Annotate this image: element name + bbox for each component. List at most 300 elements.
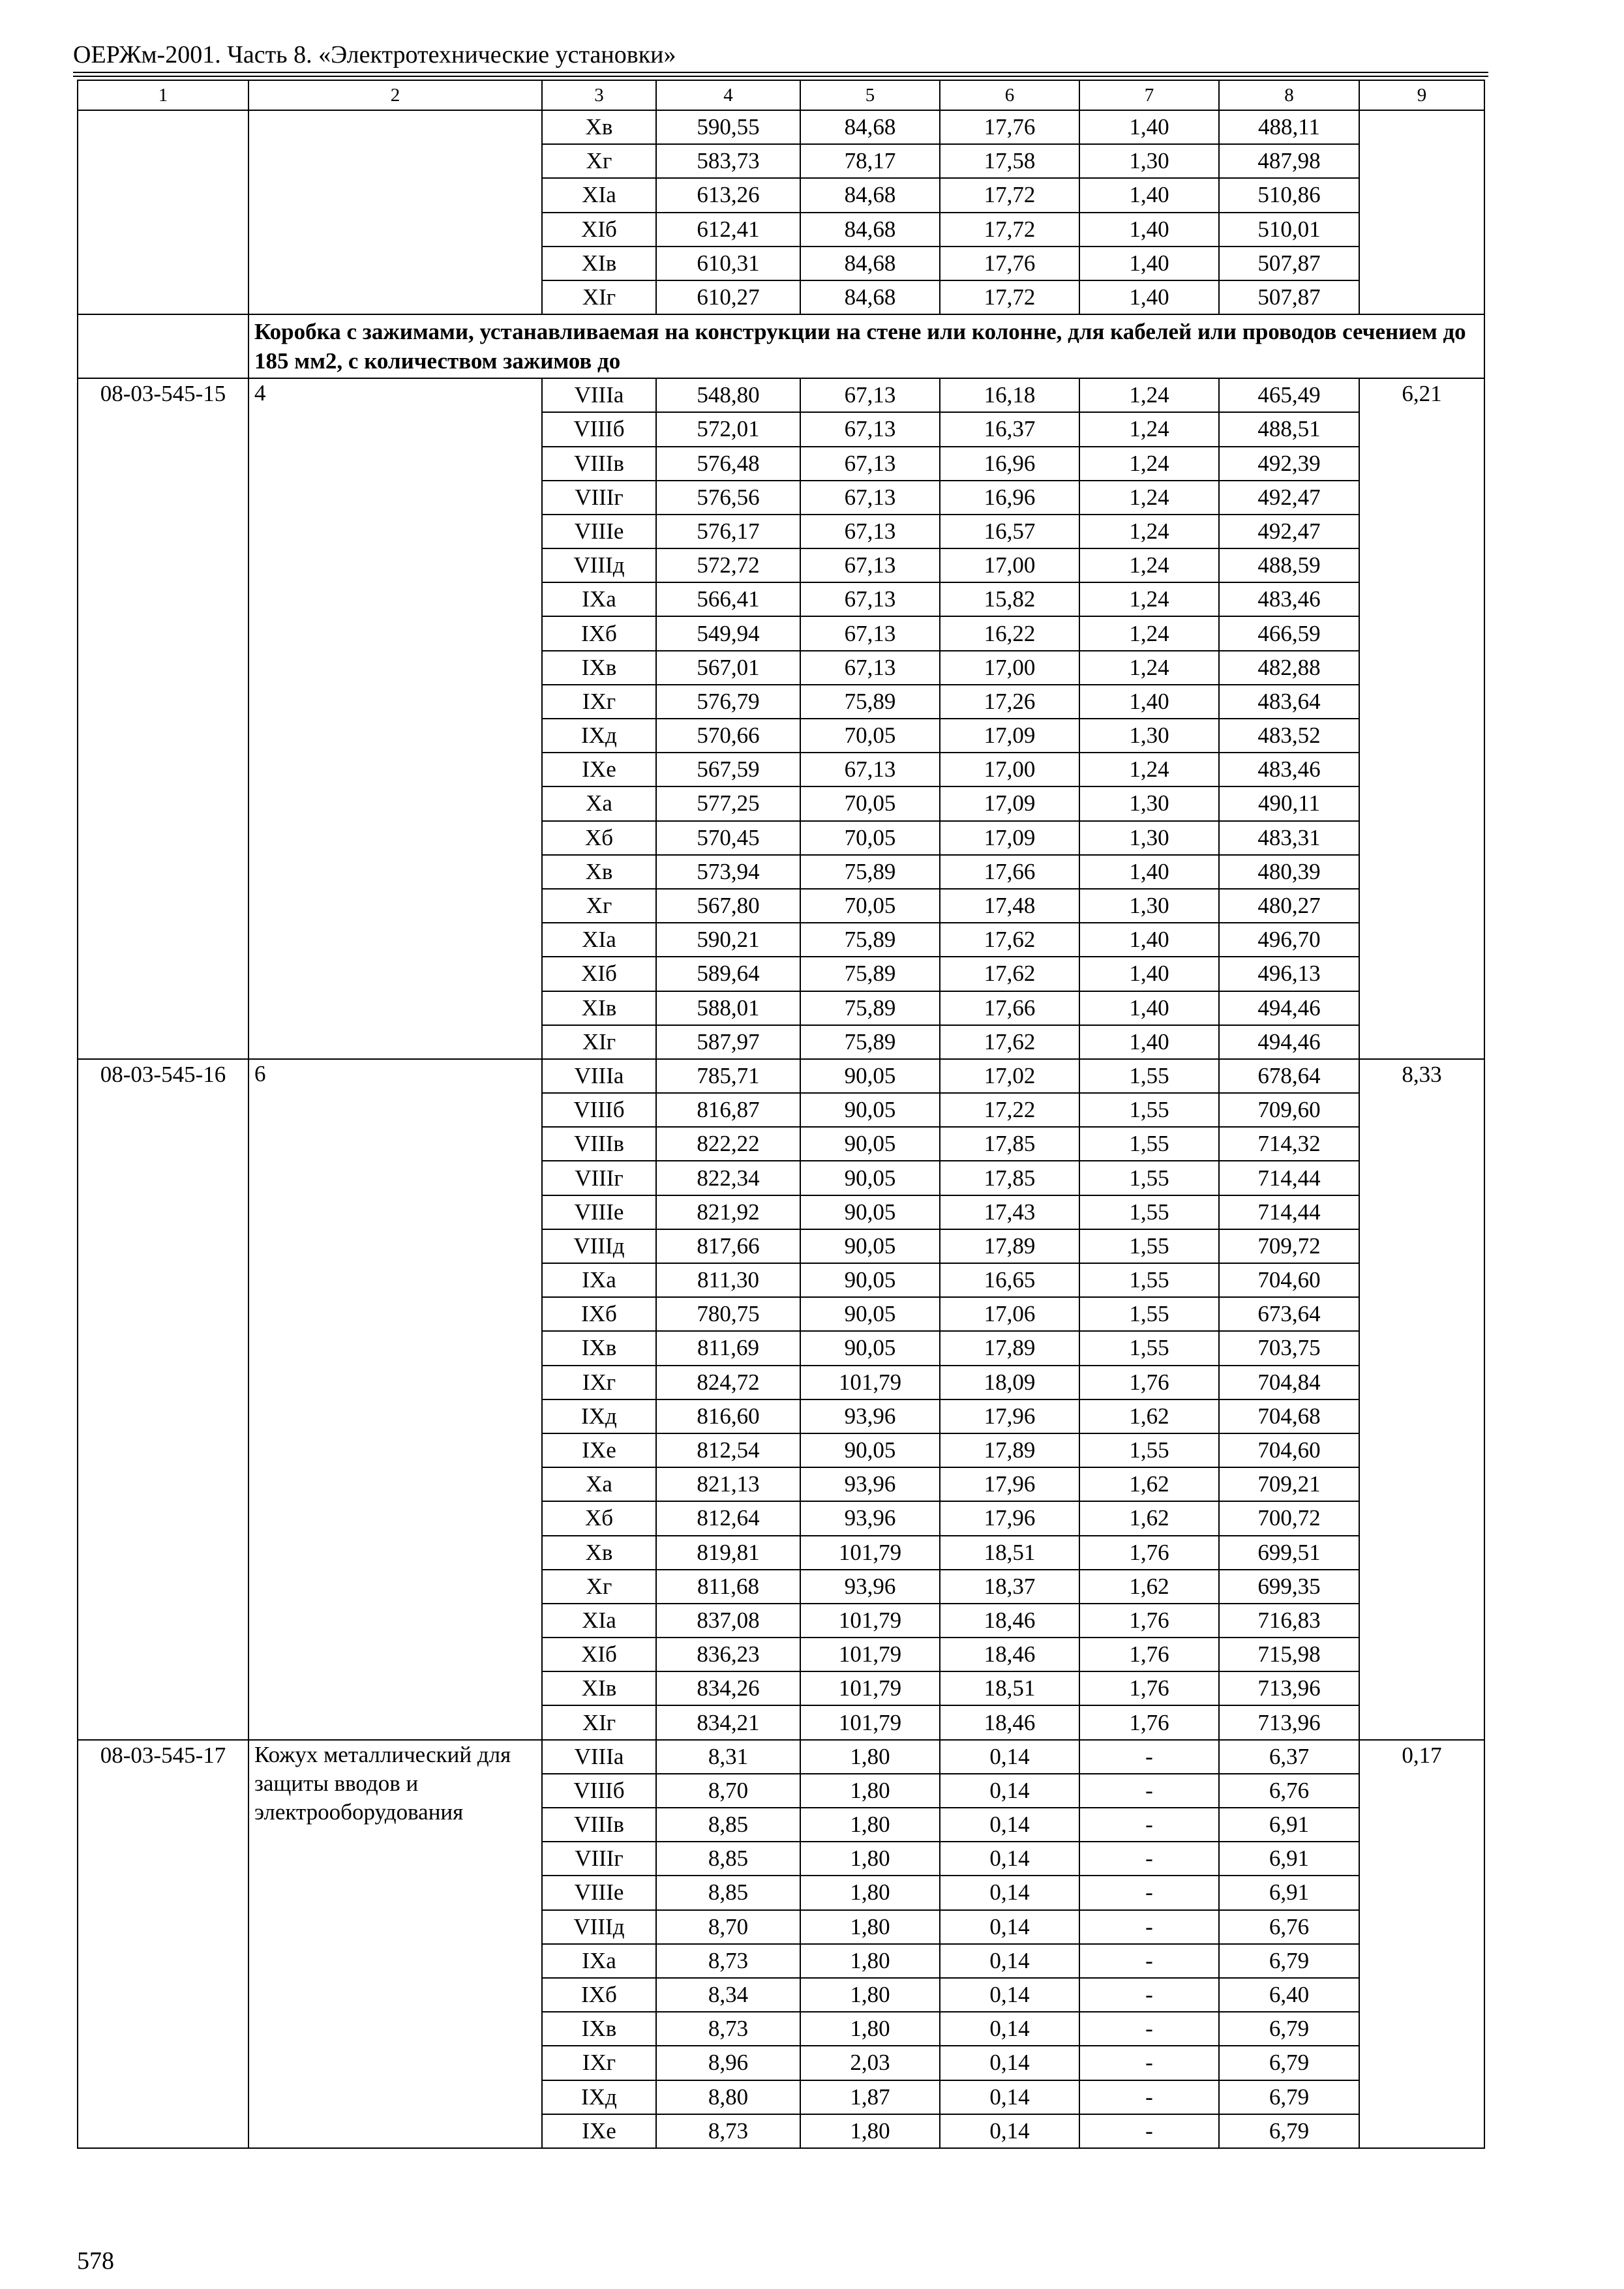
col5-cell: 1,80 <box>800 1740 940 1774</box>
col5-cell: 75,89 <box>800 991 940 1025</box>
col4-cell: 576,56 <box>656 481 800 515</box>
region-cell: XIв <box>542 991 656 1025</box>
col7-cell: 1,76 <box>1079 1366 1219 1399</box>
col7-cell: 1,76 <box>1079 1536 1219 1570</box>
col4-cell: 812,54 <box>656 1433 800 1467</box>
col4-cell: 549,94 <box>656 616 800 650</box>
col6-cell: 0,14 <box>940 2046 1079 2080</box>
col8-cell: 483,64 <box>1219 685 1359 719</box>
col6-cell: 17,66 <box>940 991 1079 1025</box>
col6-cell: 17,76 <box>940 110 1079 144</box>
col6-cell: 0,14 <box>940 1978 1079 2012</box>
col4-cell: 834,26 <box>656 1671 800 1705</box>
col5-cell: 1,80 <box>800 1774 940 1808</box>
col7-cell: 1,55 <box>1079 1263 1219 1297</box>
region-cell: Xа <box>542 786 656 820</box>
col4-cell: 816,60 <box>656 1399 800 1433</box>
col4-cell: 8,73 <box>656 1944 800 1978</box>
section-title: Коробка с зажимами, устанавливаемая на конструкции на стене или колонне, для кабелей или проводов сечением до 185 мм2, с количеством зажимов до <box>248 314 1484 378</box>
col5-cell: 90,05 <box>800 1195 940 1229</box>
section-empty-cell <box>78 314 248 378</box>
col5-cell: 1,80 <box>800 1910 940 1944</box>
col8-cell: 715,98 <box>1219 1638 1359 1671</box>
col5-cell: 84,68 <box>800 110 940 144</box>
col4-cell: 8,34 <box>656 1978 800 2012</box>
region-cell: IXг <box>542 1366 656 1399</box>
region-cell: IXе <box>542 1433 656 1467</box>
table-row <box>78 378 1484 412</box>
col7-cell: 1,24 <box>1079 447 1219 481</box>
column-number-cell: 1 <box>78 80 248 110</box>
region-cell: IXа <box>542 1944 656 1978</box>
col5-cell: 1,87 <box>800 2080 940 2114</box>
region-cell: VIIIе <box>542 515 656 548</box>
col4-cell: 567,59 <box>656 753 800 786</box>
col7-cell: 1,30 <box>1079 786 1219 820</box>
region-cell: Xв <box>542 1536 656 1570</box>
col4-cell: 824,72 <box>656 1366 800 1399</box>
col5-cell: 75,89 <box>800 855 940 889</box>
col8-cell: 482,88 <box>1219 651 1359 685</box>
empty-col9-cell <box>1359 110 1484 314</box>
col8-cell: 492,47 <box>1219 481 1359 515</box>
region-cell: IXг <box>542 685 656 719</box>
col4-cell: 785,71 <box>656 1059 800 1093</box>
region-cell: XIб <box>542 957 656 991</box>
col4-cell: 811,30 <box>656 1263 800 1297</box>
region-cell: IXе <box>542 753 656 786</box>
col8-cell: 6,79 <box>1219 1944 1359 1978</box>
region-cell: VIIIд <box>542 548 656 582</box>
item-col9: 0,17 <box>1359 1740 1484 2148</box>
empty-name-cell <box>248 110 542 314</box>
col5-cell: 93,96 <box>800 1467 940 1501</box>
table-row <box>78 110 1484 144</box>
col8-cell: 704,60 <box>1219 1433 1359 1467</box>
col4-cell: 811,69 <box>656 1331 800 1365</box>
region-cell: IXв <box>542 1331 656 1365</box>
table-row <box>78 1059 1484 1093</box>
col5-cell: 67,13 <box>800 481 940 515</box>
col5-cell: 101,79 <box>800 1705 940 1739</box>
col8-cell: 699,35 <box>1219 1570 1359 1604</box>
page-header-title: ОЕРЖм-2001. Часть 8. «Электротехнические установки» <box>73 41 676 68</box>
col8-cell: 714,44 <box>1219 1161 1359 1195</box>
region-cell: Xв <box>542 110 656 144</box>
column-number-cell: 7 <box>1079 80 1219 110</box>
col8-cell: 6,40 <box>1219 1978 1359 2012</box>
col7-cell: 1,55 <box>1079 1059 1219 1093</box>
col5-cell: 67,13 <box>800 515 940 548</box>
col4-cell: 548,80 <box>656 378 800 412</box>
col6-cell: 16,22 <box>940 616 1079 650</box>
item-code: 08-03-545-15 <box>78 378 248 1059</box>
col8-cell: 483,31 <box>1219 821 1359 855</box>
col4-cell: 812,64 <box>656 1501 800 1535</box>
col6-cell: 17,02 <box>940 1059 1079 1093</box>
col4-cell: 589,64 <box>656 957 800 991</box>
col8-cell: 494,46 <box>1219 1025 1359 1059</box>
region-cell: VIIIа <box>542 378 656 412</box>
col5-cell: 1,80 <box>800 1944 940 1978</box>
col6-cell: 18,37 <box>940 1570 1079 1604</box>
col6-cell: 16,57 <box>940 515 1079 548</box>
region-cell: Xа <box>542 1467 656 1501</box>
region-cell: Xг <box>542 144 656 178</box>
col8-cell: 483,46 <box>1219 753 1359 786</box>
region-cell: XIв <box>542 1671 656 1705</box>
region-cell: IXб <box>542 616 656 650</box>
region-cell: XIа <box>542 923 656 957</box>
col5-cell: 2,03 <box>800 2046 940 2080</box>
col8-cell: 704,68 <box>1219 1399 1359 1433</box>
rates-table <box>77 80 1485 2149</box>
col5-cell: 75,89 <box>800 923 940 957</box>
col7-cell: 1,24 <box>1079 616 1219 650</box>
col6-cell: 15,82 <box>940 582 1079 616</box>
col6-cell: 0,14 <box>940 1842 1079 1876</box>
item-name: Кожух металлический для защиты вводов и электрооборудования <box>248 1740 542 2148</box>
region-cell: IXа <box>542 582 656 616</box>
col4-cell: 572,72 <box>656 548 800 582</box>
item-code: 08-03-545-16 <box>78 1059 248 1740</box>
col7-cell: 1,55 <box>1079 1433 1219 1467</box>
col8-cell: 507,87 <box>1219 247 1359 280</box>
col6-cell: 17,72 <box>940 213 1079 247</box>
col7-cell: - <box>1079 1978 1219 2012</box>
region-cell: VIIIг <box>542 1161 656 1195</box>
col8-cell: 6,79 <box>1219 2114 1359 2148</box>
col6-cell: 0,14 <box>940 2012 1079 2046</box>
col7-cell: 1,62 <box>1079 1399 1219 1433</box>
col7-cell: 1,30 <box>1079 821 1219 855</box>
col8-cell: 466,59 <box>1219 616 1359 650</box>
col4-cell: 572,01 <box>656 412 800 446</box>
col4-cell: 8,70 <box>656 1910 800 1944</box>
col4-cell: 811,68 <box>656 1570 800 1604</box>
col4-cell: 834,21 <box>656 1705 800 1739</box>
col7-cell: - <box>1079 2046 1219 2080</box>
col8-cell: 6,76 <box>1219 1774 1359 1808</box>
col7-cell: - <box>1079 1808 1219 1842</box>
col4-cell: 610,31 <box>656 247 800 280</box>
column-number-cell: 8 <box>1219 80 1359 110</box>
column-number-row <box>78 80 1484 110</box>
col6-cell: 18,09 <box>940 1366 1079 1399</box>
region-cell: Xб <box>542 821 656 855</box>
col8-cell: 713,96 <box>1219 1671 1359 1705</box>
col8-cell: 699,51 <box>1219 1536 1359 1570</box>
col5-cell: 90,05 <box>800 1433 940 1467</box>
col6-cell: 17,43 <box>940 1195 1079 1229</box>
header-rule <box>73 72 1488 73</box>
col5-cell: 67,13 <box>800 753 940 786</box>
col7-cell: 1,40 <box>1079 1025 1219 1059</box>
col7-cell: 1,55 <box>1079 1127 1219 1161</box>
region-cell: IXв <box>542 2012 656 2046</box>
col6-cell: 17,66 <box>940 855 1079 889</box>
col7-cell: 1,55 <box>1079 1229 1219 1263</box>
region-cell: Xг <box>542 889 656 923</box>
col8-cell: 6,79 <box>1219 2046 1359 2080</box>
col8-cell: 496,13 <box>1219 957 1359 991</box>
col5-cell: 90,05 <box>800 1161 940 1195</box>
col7-cell: 1,24 <box>1079 378 1219 412</box>
col5-cell: 75,89 <box>800 957 940 991</box>
col8-cell: 487,98 <box>1219 144 1359 178</box>
col4-cell: 8,96 <box>656 2046 800 2080</box>
col5-cell: 101,79 <box>800 1671 940 1705</box>
col7-cell: 1,40 <box>1079 685 1219 719</box>
col7-cell: 1,40 <box>1079 110 1219 144</box>
col7-cell: - <box>1079 2080 1219 2114</box>
col6-cell: 16,96 <box>940 447 1079 481</box>
col6-cell: 18,46 <box>940 1638 1079 1671</box>
col6-cell: 17,00 <box>940 548 1079 582</box>
col6-cell: 17,48 <box>940 889 1079 923</box>
col6-cell: 17,62 <box>940 957 1079 991</box>
col5-cell: 75,89 <box>800 685 940 719</box>
region-cell: IXд <box>542 1399 656 1433</box>
col8-cell: 465,49 <box>1219 378 1359 412</box>
col5-cell: 90,05 <box>800 1229 940 1263</box>
col7-cell: 1,55 <box>1079 1093 1219 1127</box>
col6-cell: 17,22 <box>940 1093 1079 1127</box>
col7-cell: 1,40 <box>1079 957 1219 991</box>
col7-cell: 1,24 <box>1079 582 1219 616</box>
col8-cell: 490,11 <box>1219 786 1359 820</box>
col6-cell: 16,65 <box>940 1263 1079 1297</box>
region-cell: VIIIе <box>542 1195 656 1229</box>
col7-cell: 1,40 <box>1079 855 1219 889</box>
col8-cell: 716,83 <box>1219 1604 1359 1638</box>
col6-cell: 16,96 <box>940 481 1079 515</box>
region-cell: VIIIд <box>542 1229 656 1263</box>
col4-cell: 8,31 <box>656 1740 800 1774</box>
col4-cell: 567,01 <box>656 651 800 685</box>
col7-cell: 1,30 <box>1079 889 1219 923</box>
col6-cell: 17,96 <box>940 1399 1079 1433</box>
col6-cell: 0,14 <box>940 1808 1079 1842</box>
col7-cell: - <box>1079 1774 1219 1808</box>
col6-cell: 17,06 <box>940 1297 1079 1331</box>
table-row <box>78 1740 1484 1774</box>
col8-cell: 488,51 <box>1219 412 1359 446</box>
col8-cell: 492,39 <box>1219 447 1359 481</box>
col7-cell: 1,30 <box>1079 719 1219 753</box>
col7-cell: 1,76 <box>1079 1671 1219 1705</box>
col6-cell: 0,14 <box>940 2114 1079 2148</box>
col8-cell: 6,79 <box>1219 2080 1359 2114</box>
region-cell: XIг <box>542 1705 656 1739</box>
col4-cell: 817,66 <box>656 1229 800 1263</box>
col4-cell: 573,94 <box>656 855 800 889</box>
col5-cell: 90,05 <box>800 1093 940 1127</box>
region-cell: VIIIе <box>542 1876 656 1909</box>
col7-cell: 1,76 <box>1079 1705 1219 1739</box>
region-cell: IXб <box>542 1978 656 2012</box>
region-cell: VIIIб <box>542 1774 656 1808</box>
region-cell: IXд <box>542 2080 656 2114</box>
col6-cell: 17,89 <box>940 1331 1079 1365</box>
col6-cell: 0,14 <box>940 1876 1079 1909</box>
col8-cell: 483,52 <box>1219 719 1359 753</box>
col5-cell: 84,68 <box>800 247 940 280</box>
col5-cell: 101,79 <box>800 1604 940 1638</box>
section-row <box>78 314 1484 378</box>
col5-cell: 75,89 <box>800 1025 940 1059</box>
col5-cell: 90,05 <box>800 1263 940 1297</box>
col7-cell: 1,62 <box>1079 1501 1219 1535</box>
col5-cell: 70,05 <box>800 719 940 753</box>
col6-cell: 17,09 <box>940 821 1079 855</box>
col5-cell: 93,96 <box>800 1570 940 1604</box>
col6-cell: 17,85 <box>940 1127 1079 1161</box>
region-cell: IXв <box>542 651 656 685</box>
col7-cell: - <box>1079 1910 1219 1944</box>
col6-cell: 17,96 <box>940 1467 1079 1501</box>
col6-cell: 17,62 <box>940 923 1079 957</box>
col7-cell: 1,24 <box>1079 481 1219 515</box>
region-cell: VIIIг <box>542 1842 656 1876</box>
col8-cell: 709,72 <box>1219 1229 1359 1263</box>
col7-cell: 1,40 <box>1079 178 1219 212</box>
region-cell: Xб <box>542 1501 656 1535</box>
col4-cell: 576,48 <box>656 447 800 481</box>
region-cell: IXа <box>542 1263 656 1297</box>
region-cell: XIг <box>542 280 656 314</box>
col4-cell: 821,13 <box>656 1467 800 1501</box>
col8-cell: 492,47 <box>1219 515 1359 548</box>
col4-cell: 8,85 <box>656 1808 800 1842</box>
col7-cell: 1,55 <box>1079 1331 1219 1365</box>
col6-cell: 17,26 <box>940 685 1079 719</box>
col4-cell: 583,73 <box>656 144 800 178</box>
region-cell: XIа <box>542 1604 656 1638</box>
col5-cell: 67,13 <box>800 447 940 481</box>
region-cell: VIIIб <box>542 412 656 446</box>
region-cell: XIв <box>542 247 656 280</box>
col7-cell: - <box>1079 1876 1219 1909</box>
col7-cell: 1,24 <box>1079 548 1219 582</box>
col8-cell: 6,37 <box>1219 1740 1359 1774</box>
col6-cell: 17,09 <box>940 719 1079 753</box>
col4-cell: 8,73 <box>656 2114 800 2148</box>
col4-cell: 570,45 <box>656 821 800 855</box>
col6-cell: 17,76 <box>940 247 1079 280</box>
col8-cell: 510,01 <box>1219 213 1359 247</box>
col5-cell: 67,13 <box>800 412 940 446</box>
col8-cell: 483,46 <box>1219 582 1359 616</box>
col5-cell: 93,96 <box>800 1399 940 1433</box>
col5-cell: 67,13 <box>800 548 940 582</box>
col5-cell: 1,80 <box>800 2012 940 2046</box>
col4-cell: 590,21 <box>656 923 800 957</box>
col4-cell: 821,92 <box>656 1195 800 1229</box>
col8-cell: 714,44 <box>1219 1195 1359 1229</box>
column-number-cell: 3 <box>542 80 656 110</box>
col6-cell: 17,89 <box>940 1229 1079 1263</box>
col7-cell: 1,62 <box>1079 1570 1219 1604</box>
col5-cell: 93,96 <box>800 1501 940 1535</box>
item-code: 08-03-545-17 <box>78 1740 248 2148</box>
region-cell: Xг <box>542 1570 656 1604</box>
col4-cell: 816,87 <box>656 1093 800 1127</box>
region-cell: XIг <box>542 1025 656 1059</box>
region-cell: VIIIа <box>542 1059 656 1093</box>
col6-cell: 17,58 <box>940 144 1079 178</box>
col4-cell: 587,97 <box>656 1025 800 1059</box>
column-number-cell: 5 <box>800 80 940 110</box>
region-cell: IXб <box>542 1297 656 1331</box>
col8-cell: 709,60 <box>1219 1093 1359 1127</box>
col5-cell: 84,68 <box>800 213 940 247</box>
col6-cell: 18,46 <box>940 1604 1079 1638</box>
col6-cell: 17,09 <box>940 786 1079 820</box>
col7-cell: - <box>1079 1740 1219 1774</box>
col8-cell: 480,27 <box>1219 889 1359 923</box>
col5-cell: 90,05 <box>800 1059 940 1093</box>
region-cell: IXг <box>542 2046 656 2080</box>
col7-cell: 1,24 <box>1079 412 1219 446</box>
col4-cell: 570,66 <box>656 719 800 753</box>
col7-cell: - <box>1079 2114 1219 2148</box>
col7-cell: 1,62 <box>1079 1467 1219 1501</box>
col4-cell: 577,25 <box>656 786 800 820</box>
col8-cell: 496,70 <box>1219 923 1359 957</box>
column-number-cell: 4 <box>656 80 800 110</box>
col6-cell: 18,51 <box>940 1671 1079 1705</box>
col6-cell: 16,18 <box>940 378 1079 412</box>
col7-cell: 1,40 <box>1079 247 1219 280</box>
col8-cell: 673,64 <box>1219 1297 1359 1331</box>
col7-cell: 1,55 <box>1079 1161 1219 1195</box>
col5-cell: 1,80 <box>800 2114 940 2148</box>
col5-cell: 70,05 <box>800 821 940 855</box>
col4-cell: 8,73 <box>656 2012 800 2046</box>
col8-cell: 709,21 <box>1219 1467 1359 1501</box>
col7-cell: 1,30 <box>1079 144 1219 178</box>
col7-cell: 1,40 <box>1079 923 1219 957</box>
col5-cell: 101,79 <box>800 1536 940 1570</box>
col8-cell: 6,76 <box>1219 1910 1359 1944</box>
region-cell: VIIIв <box>542 1808 656 1842</box>
region-cell: XIб <box>542 1638 656 1671</box>
col6-cell: 17,62 <box>940 1025 1079 1059</box>
col4-cell: 822,22 <box>656 1127 800 1161</box>
col4-cell: 8,80 <box>656 2080 800 2114</box>
header-rule <box>73 76 1488 77</box>
col8-cell: 507,87 <box>1219 280 1359 314</box>
col7-cell: 1,40 <box>1079 213 1219 247</box>
col4-cell: 8,70 <box>656 1774 800 1808</box>
col5-cell: 67,13 <box>800 651 940 685</box>
table-body <box>78 80 1484 2148</box>
col5-cell: 1,80 <box>800 1842 940 1876</box>
col5-cell: 70,05 <box>800 889 940 923</box>
col8-cell: 6,91 <box>1219 1842 1359 1876</box>
col6-cell: 17,96 <box>940 1501 1079 1535</box>
col6-cell: 17,89 <box>940 1433 1079 1467</box>
col5-cell: 90,05 <box>800 1297 940 1331</box>
col4-cell: 8,85 <box>656 1842 800 1876</box>
region-cell: XIа <box>542 178 656 212</box>
region-cell: XIб <box>542 213 656 247</box>
col5-cell: 90,05 <box>800 1127 940 1161</box>
col7-cell: 1,24 <box>1079 515 1219 548</box>
col6-cell: 18,51 <box>940 1536 1079 1570</box>
col7-cell: 1,24 <box>1079 753 1219 786</box>
